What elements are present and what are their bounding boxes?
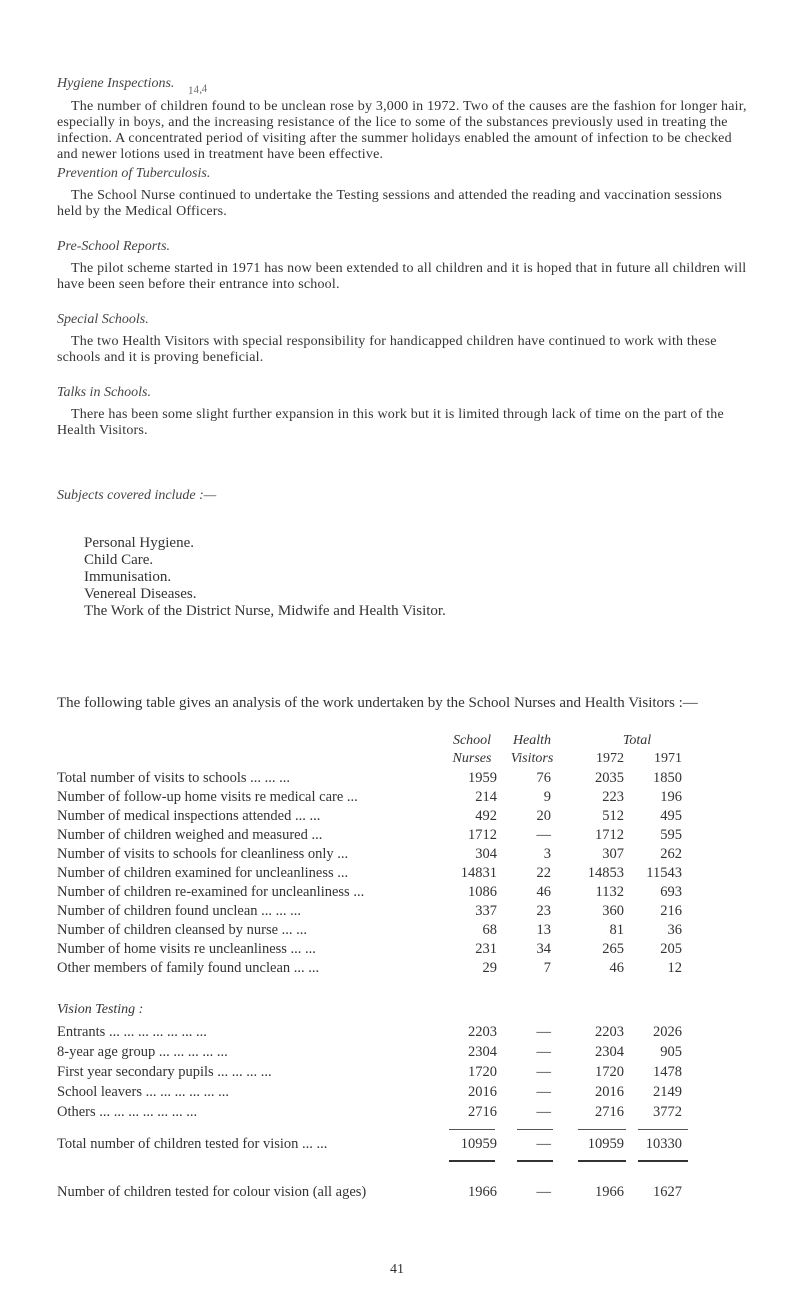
total-rule bbox=[638, 1160, 688, 1162]
row-label: School leavers ... ... ... ... ... ... bbox=[57, 1084, 229, 1100]
row-label: Number of children re-examined for uncleanliness ... bbox=[57, 884, 365, 900]
cell-school-nurses: 1966 bbox=[468, 1184, 497, 1200]
cell-health-visitors: — bbox=[536, 1024, 551, 1040]
table-row bbox=[57, 808, 757, 826]
cell-school-nurses: 1712 bbox=[468, 827, 497, 843]
cell-total-1971: 36 bbox=[667, 922, 682, 938]
cell-total-1971: 216 bbox=[660, 903, 682, 919]
cell-school-nurses: 2304 bbox=[468, 1044, 497, 1060]
cell-health-visitors: — bbox=[536, 1104, 551, 1120]
list-item: Child Care. bbox=[84, 552, 154, 568]
cell-school-nurses: 2716 bbox=[468, 1104, 497, 1120]
cell-health-visitors: 34 bbox=[536, 941, 551, 957]
cell-health-visitors: — bbox=[536, 1044, 551, 1060]
cell-health-visitors: — bbox=[536, 1084, 551, 1100]
table-row bbox=[57, 1044, 757, 1062]
col-header-total: Total bbox=[622, 733, 652, 748]
heading-talks: Talks in Schools. bbox=[57, 385, 151, 400]
cell-total-1972: 10959 bbox=[587, 1136, 624, 1152]
cell-total-1972: 2304 bbox=[595, 1044, 624, 1060]
row-label: Number of visits to schools for cleanliness only ... bbox=[57, 846, 349, 862]
list-item: The Work of the District Nurse, Midwife and Health Visitor. bbox=[84, 603, 446, 619]
cell-total-1972: 1720 bbox=[595, 1064, 624, 1080]
cell-total-1972: 1966 bbox=[595, 1184, 624, 1200]
cell-school-nurses: 1086 bbox=[468, 884, 497, 900]
table-row bbox=[57, 903, 757, 921]
cell-total-1971: 10330 bbox=[645, 1136, 682, 1152]
heading-tuberculosis: Prevention of Tuberculosis. bbox=[57, 166, 211, 181]
cell-total-1971: 12 bbox=[667, 960, 682, 976]
cell-health-visitors: 22 bbox=[536, 865, 551, 881]
table-row-colour-vision bbox=[57, 1184, 757, 1202]
table-row bbox=[57, 884, 757, 902]
cell-total-1971: 595 bbox=[660, 827, 682, 843]
cell-health-visitors: — bbox=[536, 1136, 551, 1152]
cell-health-visitors: 20 bbox=[536, 808, 551, 824]
paragraph-special-schools: The two Health Visitors with special responsibility for handicapped children have continued to work with these schools and it is proving beneficial. bbox=[57, 334, 717, 365]
heading-preschool: Pre-School Reports. bbox=[57, 239, 171, 254]
cell-total-1972: 2203 bbox=[595, 1024, 624, 1040]
cell-total-1971: 3772 bbox=[653, 1104, 682, 1120]
row-label: Total number of visits to schools ... ... ... bbox=[57, 770, 290, 786]
cell-total-1972: 360 bbox=[602, 903, 624, 919]
page-number: 41 bbox=[390, 1262, 404, 1277]
table-row bbox=[57, 960, 757, 978]
row-label: Number of children tested for colour vision (all ages) bbox=[57, 1184, 367, 1200]
row-label: Entrants ... ... ... ... ... ... ... bbox=[57, 1024, 207, 1040]
cell-total-1972: 1712 bbox=[595, 827, 624, 843]
cell-total-1971: 1478 bbox=[653, 1064, 682, 1080]
sum-rule bbox=[449, 1129, 495, 1130]
cell-total-1971: 196 bbox=[660, 789, 682, 805]
table-row bbox=[57, 1084, 757, 1102]
handwritten-annotation: 14,4 bbox=[187, 82, 208, 98]
col-header-nurses: Nurses bbox=[452, 751, 492, 766]
total-rule bbox=[449, 1160, 495, 1162]
row-label: Number of children weighed and measured ... bbox=[57, 827, 323, 843]
total-rule bbox=[517, 1160, 553, 1162]
heading-special-schools: Special Schools. bbox=[57, 312, 149, 327]
cell-total-1971: 1850 bbox=[653, 770, 682, 786]
cell-school-nurses: 68 bbox=[482, 922, 497, 938]
table-row bbox=[57, 941, 757, 959]
table-row bbox=[57, 1024, 757, 1042]
cell-total-1971: 2026 bbox=[653, 1024, 682, 1040]
row-label: Total number of children tested for vision ... ... bbox=[57, 1136, 328, 1152]
paragraph-talks: There has been some slight further expansion in this work but it is limited through lack of time on the part of the Health Visitors. bbox=[57, 407, 724, 438]
cell-school-nurses: 14831 bbox=[460, 865, 497, 881]
table-row bbox=[57, 770, 757, 788]
cell-health-visitors: 46 bbox=[536, 884, 551, 900]
table-row bbox=[57, 827, 757, 845]
cell-health-visitors: — bbox=[536, 1184, 551, 1200]
cell-total-1972: 46 bbox=[609, 960, 624, 976]
cell-health-visitors: 76 bbox=[536, 770, 551, 786]
cell-health-visitors: — bbox=[536, 827, 551, 843]
cell-total-1972: 2035 bbox=[595, 770, 624, 786]
heading-subjects: Subjects covered include :— bbox=[57, 488, 217, 503]
cell-total-1971: 693 bbox=[660, 884, 682, 900]
subjects-list bbox=[84, 535, 446, 620]
cell-school-nurses: 29 bbox=[482, 960, 497, 976]
col-header-1972: 1972 bbox=[596, 751, 624, 766]
total-rule bbox=[578, 1160, 626, 1162]
cell-school-nurses: 304 bbox=[475, 846, 497, 862]
cell-total-1971: 495 bbox=[660, 808, 682, 824]
paragraph-preschool: The pilot scheme started in 1971 has now been extended to all children and it is hoped that in future all children will have been seen before their entrance into school. bbox=[57, 261, 747, 292]
table-row bbox=[57, 1064, 757, 1082]
table-row bbox=[57, 1104, 757, 1122]
list-item: Venereal Diseases. bbox=[84, 586, 197, 602]
row-label: Number of follow-up home visits re medical care ... bbox=[57, 789, 358, 805]
cell-total-1971: 262 bbox=[660, 846, 682, 862]
cell-total-1972: 512 bbox=[602, 808, 624, 824]
cell-health-visitors: 23 bbox=[536, 903, 551, 919]
cell-health-visitors: 3 bbox=[543, 846, 551, 862]
col-header-school: School bbox=[452, 733, 492, 748]
table-row bbox=[57, 846, 757, 864]
cell-total-1971: 205 bbox=[660, 941, 682, 957]
cell-total-1971: 1627 bbox=[653, 1184, 682, 1200]
row-label: Number of children examined for uncleanliness ... bbox=[57, 865, 349, 881]
cell-school-nurses: 2203 bbox=[468, 1024, 497, 1040]
cell-total-1971: 2149 bbox=[653, 1084, 682, 1100]
cell-school-nurses: 10959 bbox=[460, 1136, 497, 1152]
row-label: Number of home visits re uncleanliness ... ... bbox=[57, 941, 316, 957]
row-label: Number of children cleansed by nurse ... ... bbox=[57, 922, 308, 938]
cell-total-1972: 1132 bbox=[595, 884, 624, 900]
cell-school-nurses: 1959 bbox=[468, 770, 497, 786]
col-header-1971: 1971 bbox=[654, 751, 682, 766]
cell-health-visitors: 7 bbox=[543, 960, 551, 976]
table-row bbox=[57, 789, 757, 807]
paragraph-tuberculosis: The School Nurse continued to undertake the Testing sessions and attended the reading and vaccination sessions held by the Medical Officers. bbox=[57, 188, 722, 219]
cell-total-1972: 14853 bbox=[587, 865, 624, 881]
cell-health-visitors: 9 bbox=[543, 789, 551, 805]
sum-rule bbox=[578, 1129, 626, 1130]
row-label: Other members of family found unclean ... ... bbox=[57, 960, 320, 976]
cell-school-nurses: 231 bbox=[475, 941, 497, 957]
cell-school-nurses: 214 bbox=[475, 789, 497, 805]
row-label: Number of children found unclean ... ... ... bbox=[57, 903, 302, 919]
cell-school-nurses: 337 bbox=[475, 903, 497, 919]
cell-school-nurses: 492 bbox=[475, 808, 497, 824]
cell-school-nurses: 2016 bbox=[468, 1084, 497, 1100]
cell-total-1971: 905 bbox=[660, 1044, 682, 1060]
table-intro: The following table gives an analysis of the work undertaken by the School Nurses and Health Visitors :— bbox=[57, 695, 698, 711]
table-row bbox=[57, 922, 757, 940]
list-item: Personal Hygiene. bbox=[84, 535, 194, 551]
cell-total-1971: 11543 bbox=[646, 865, 682, 881]
table-row-total-vision bbox=[57, 1136, 757, 1154]
heading-hygiene: Hygiene Inspections. bbox=[57, 76, 175, 91]
row-label: First year secondary pupils ... ... ... ... bbox=[57, 1064, 272, 1080]
sum-rule bbox=[517, 1129, 553, 1130]
cell-health-visitors: — bbox=[536, 1064, 551, 1080]
col-header-visitors: Visitors bbox=[510, 751, 554, 766]
row-label: Number of medical inspections attended ... ... bbox=[57, 808, 321, 824]
paragraph-hygiene: The number of children found to be unclean rose by 3,000 in 1972. Two of the causes are the fashion for longer hair, especially in boys, and the increasing resistance of the lice to some of the substances previously used in treating the infection. A concentrated period of visiting after the summer holidays enabled the amount of infection to be checked and newer lotions used in treatment have been effective. bbox=[57, 99, 747, 162]
cell-total-1972: 223 bbox=[602, 789, 624, 805]
cell-total-1972: 2016 bbox=[595, 1084, 624, 1100]
cell-total-1972: 307 bbox=[602, 846, 624, 862]
row-label: 8-year age group ... ... ... ... ... bbox=[57, 1044, 228, 1060]
cell-health-visitors: 13 bbox=[536, 922, 551, 938]
table-row bbox=[57, 865, 757, 883]
cell-school-nurses: 1720 bbox=[468, 1064, 497, 1080]
col-header-health: Health bbox=[512, 733, 552, 748]
cell-total-1972: 81 bbox=[609, 922, 624, 938]
cell-total-1972: 2716 bbox=[595, 1104, 624, 1120]
list-item: Immunisation. bbox=[84, 569, 172, 585]
cell-total-1972: 265 bbox=[602, 941, 624, 957]
vision-testing-heading: Vision Testing : bbox=[57, 1002, 144, 1017]
row-label: Others ... ... ... ... ... ... ... bbox=[57, 1104, 198, 1120]
sum-rule bbox=[638, 1129, 688, 1130]
